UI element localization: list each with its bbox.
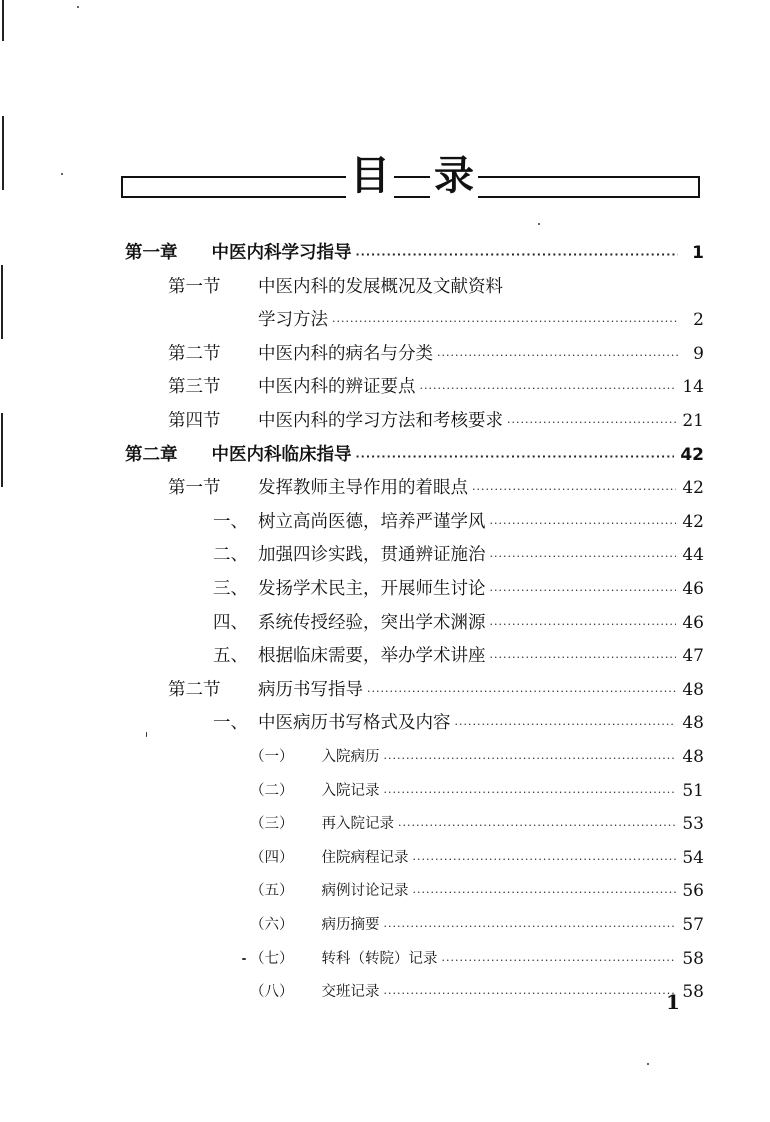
toc-entry-label: 第三节 — [168, 377, 221, 398]
toc-entry-title: 病例讨论记录 — [321, 883, 409, 900]
dot-leader — [490, 606, 677, 640]
toc-entry-title: 发扬学术民主，开展师生讨论 — [258, 579, 486, 599]
toc-entry-page: 53 — [682, 814, 704, 835]
toc-entry-label: （六） — [250, 917, 294, 933]
toc-entry[interactable] — [213, 505, 704, 539]
toc-entry-title: 中医内科临床指导 — [211, 444, 352, 465]
toc-entry-page: 44 — [682, 545, 704, 566]
toc-entry-label: （二） — [250, 782, 294, 799]
toc-entry[interactable] — [168, 270, 704, 304]
toc-entry-title: 入院记录 — [321, 782, 380, 799]
dot-leader — [413, 874, 677, 908]
toc-entry-page: 51 — [682, 780, 704, 801]
toc-entry-label: 第二章 — [125, 444, 178, 465]
toc-entry-title: 中医内科的学习方法和考核要求 — [258, 411, 503, 431]
toc-entry-label: 第二节 — [168, 343, 221, 364]
toc-entry-label: （四） — [250, 849, 294, 866]
toc-entry-label: 四、 — [213, 612, 248, 633]
toc-entry[interactable] — [250, 975, 704, 1009]
dot-leader — [490, 538, 677, 572]
toc-entry-page: 42 — [680, 444, 704, 465]
dot-leader — [413, 841, 677, 875]
dot-leader — [384, 975, 677, 1009]
dot-leader — [472, 471, 676, 505]
toc-entry-title: 中医病历书写格式及内容 — [258, 713, 451, 734]
toc-entry-label: 第一节 — [168, 276, 221, 297]
toc-entry-page: 42 — [682, 511, 704, 532]
toc-entry-title: 加强四诊实践，贯通辨证施治 — [258, 545, 486, 566]
toc-entry-page: 47 — [682, 646, 704, 667]
toc-entry[interactable] — [125, 438, 704, 472]
toc-entry[interactable] — [258, 303, 704, 337]
toc-entry[interactable] — [168, 471, 704, 505]
toc-entry[interactable] — [250, 740, 704, 774]
toc-entry-page: 48 — [682, 713, 704, 734]
scan-edge-mark — [1, 265, 3, 339]
toc-entry-title: 系统传授经验，突出学术渊源 — [258, 612, 486, 633]
toc-entry-page: 48 — [682, 747, 704, 767]
toc-entry-page: 48 — [682, 679, 704, 700]
toc-entry-page: 2 — [693, 310, 704, 331]
toc-entry-label: 五、 — [213, 646, 248, 667]
dot-leader — [384, 774, 677, 808]
toc-entry[interactable] — [213, 538, 704, 572]
toc-entry-label: 三、 — [213, 579, 248, 599]
toc-entry-label: （七） — [250, 950, 294, 967]
toc-entry-title: 树立高尚医德，培养严谨学风 — [258, 511, 486, 532]
toc-entry-label: 第二节 — [168, 679, 221, 700]
toc-entry-label: 第一节 — [168, 478, 221, 499]
toc-entry[interactable] — [213, 572, 704, 606]
toc-entry-title: 交班记录 — [321, 984, 380, 1001]
toc-entry-title: 发挥教师主导作用的着眼点 — [258, 478, 468, 499]
toc-entry-page: 14 — [682, 377, 704, 398]
toc-entry-page: 58 — [682, 982, 704, 1003]
dot-leader — [367, 673, 676, 707]
toc-entry[interactable] — [168, 337, 704, 371]
toc-entry-page: 9 — [693, 343, 704, 364]
toc-entry-label: 二、 — [213, 545, 248, 566]
scan-edge-mark — [1, 413, 3, 487]
toc-entry-title: 根据临床需要，举办学术讲座 — [258, 646, 486, 667]
dot-leader — [398, 807, 676, 841]
dot-leader — [490, 505, 677, 539]
scan-speck — [77, 6, 79, 8]
toc-entry-page: 42 — [682, 478, 704, 499]
toc-entry[interactable] — [250, 908, 704, 942]
toc-entry-title: 病历书写指导 — [258, 679, 363, 700]
toc-entry[interactable] — [213, 639, 704, 673]
dot-leader — [455, 706, 677, 740]
toc-entry-label: （八） — [250, 984, 294, 1001]
toc-entry-title: 入院病历 — [321, 749, 380, 765]
dot-leader — [384, 740, 677, 774]
toc-entry-title: 再入院记录 — [321, 816, 394, 833]
scan-edge-mark — [2, 0, 4, 41]
toc-entry-page: 46 — [682, 579, 704, 599]
toc-entry-page: 46 — [682, 612, 704, 633]
dot-leader — [507, 404, 676, 438]
toc-entry-label: 一、 — [213, 511, 248, 532]
dot-leader — [442, 942, 677, 976]
toc-entry[interactable] — [250, 874, 704, 908]
dot-leader — [490, 639, 677, 673]
page-title-char-2: 录 — [430, 152, 478, 200]
toc-entry-label: 一、 — [213, 713, 248, 734]
toc-entry[interactable] — [168, 673, 704, 707]
page-number: 1 — [666, 990, 680, 1014]
dot-leader — [420, 370, 677, 404]
toc-entry-page: 1 — [692, 243, 704, 263]
scan-speck — [146, 732, 147, 737]
toc-entry-label: （五） — [250, 883, 294, 900]
toc-entry[interactable] — [213, 606, 704, 640]
toc-entry-title: 病历摘要 — [321, 917, 380, 933]
dot-leader — [356, 438, 675, 472]
toc-entry-title: 住院病程记录 — [321, 849, 409, 866]
toc-entry-label: （三） — [250, 816, 294, 833]
title-frame — [121, 176, 700, 198]
toc-entry-title: 中医内科的病名与分类 — [258, 343, 433, 364]
toc-entry[interactable] — [250, 942, 704, 976]
dot-leader — [332, 303, 678, 337]
toc-entry[interactable] — [250, 774, 704, 808]
toc-entry[interactable] — [213, 706, 704, 740]
toc-entry-title: 中医内科的辨证要点 — [258, 377, 416, 398]
toc-entry-label: 第四节 — [168, 411, 221, 431]
toc-entry-title: 学习方法 — [258, 310, 328, 331]
dot-leader — [490, 572, 677, 606]
dot-leader — [384, 908, 677, 942]
toc-entry-page: 54 — [682, 847, 704, 868]
scan-edge-mark — [2, 116, 4, 190]
toc-entry[interactable] — [250, 807, 704, 841]
toc-entry[interactable] — [168, 370, 704, 404]
toc-entry-label: （一） — [250, 749, 294, 765]
toc-entry-page: 21 — [682, 411, 704, 431]
toc-entry-page: 57 — [682, 915, 704, 935]
toc-entry-page: 56 — [682, 881, 704, 902]
scan-speck — [538, 223, 540, 225]
scan-speck — [647, 1063, 649, 1065]
toc-entry[interactable] — [125, 236, 704, 270]
toc-entry[interactable] — [168, 404, 704, 438]
toc-entry[interactable] — [250, 841, 704, 875]
scan-speck — [61, 173, 63, 175]
page-title-char-1: 目 — [346, 152, 394, 200]
scan-speck — [242, 958, 246, 960]
toc-entry-page: 58 — [682, 948, 704, 969]
toc-entry-title: 中医内科的发展概况及文献资料 — [258, 276, 503, 297]
dot-leader — [437, 337, 678, 371]
dot-leader — [356, 236, 679, 270]
toc-entry-label: 第一章 — [125, 243, 178, 263]
toc-entry-title: 中医内科学习指导 — [211, 243, 352, 263]
toc-entry-title: 转科（转院）记录 — [321, 950, 438, 967]
